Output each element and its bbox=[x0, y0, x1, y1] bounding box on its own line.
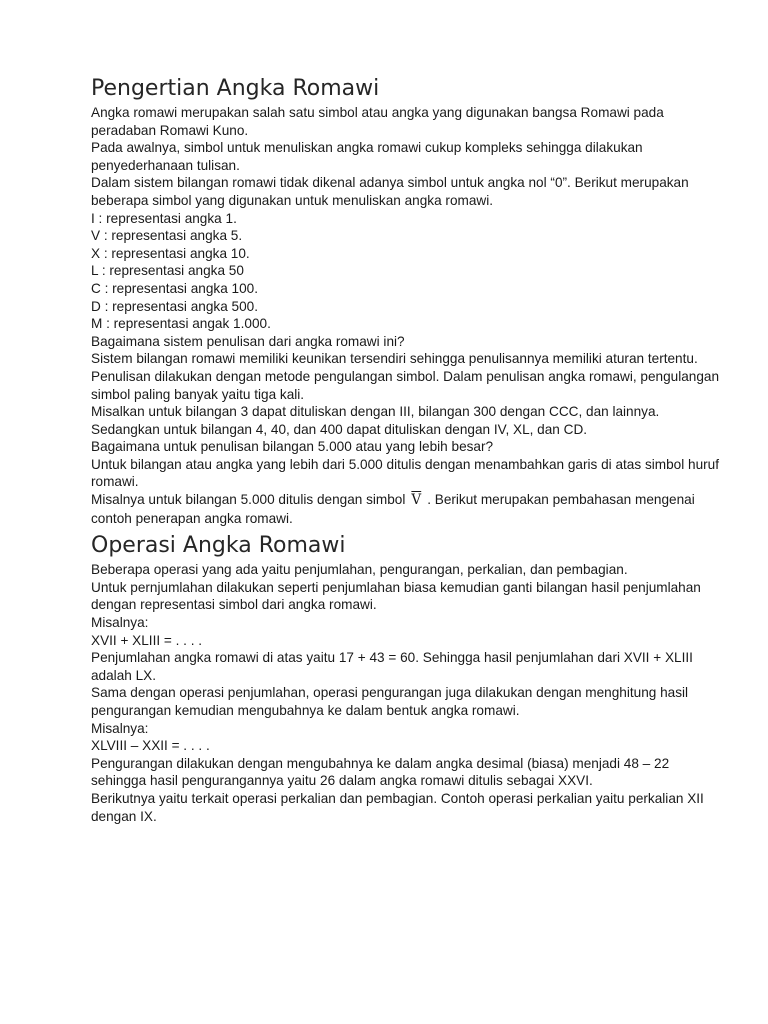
paragraph: Pada awalnya, simbol untuk menuliskan angka romawi cukup kompleks sehingga dilakukan penyederhanaan tulisan. bbox=[91, 140, 643, 173]
paragraph: Sama dengan operasi penjumlahan, operasi pengurangan juga dilakukan dengan menghitung hasil pengurangan kemudian mengubahnya ke dalam bentuk angka romawi. bbox=[91, 685, 689, 718]
paragraph: Penulisan dilakukan dengan metode pengulangan simbol. Dalam penulisan angka romawi, pengulangan simbol paling banyak yaitu tiga kali. bbox=[91, 368, 720, 402]
paragraph: Misalnya: bbox=[91, 720, 149, 736]
paragraph: Untuk bilangan atau angka yang lebih dari 5.000 ditulis dengan menambahkan garis di atas simbol huruf romawi. bbox=[91, 456, 719, 490]
symbol-line-x: X : representasi angka 10. bbox=[91, 245, 250, 261]
paragraph-overlined-v bbox=[91, 491, 728, 527]
section-body-pengertian bbox=[91, 104, 728, 527]
paragraph: Berikutnya yaitu terkait operasi perkalian dan pembagian. Contoh operasi perkalian yaitu perkalian XII dengan IX. bbox=[91, 790, 704, 824]
symbol-line-d: D : representasi angka 500. bbox=[91, 298, 259, 314]
paragraph: Bagaimana sistem penulisan dari angka romawi ini? bbox=[91, 333, 405, 349]
paragraph: Penjumlahan angka romawi di atas yaitu 17 + 43 = 60. Sehingga hasil penjumlahan dari XVII + XLIII adalah LX. bbox=[91, 650, 693, 683]
overlined-v-symbol: $\overline{V}$ bbox=[411, 492, 422, 509]
paragraph: Untuk pernjumlahan dilakukan seperti penjumlahan biasa kemudian ganti bilangan hasil penjumlahan dengan representasi simbol dari angka romawi. bbox=[91, 579, 701, 613]
text-after-symbol: . Berikut merupakan pembahasan mengenai contoh penerapan angka romawi. bbox=[91, 492, 695, 526]
symbol-line-l: L : representasi angka 50 bbox=[91, 263, 244, 279]
section-body-operasi bbox=[91, 561, 728, 825]
paragraph: Misalnya: bbox=[91, 615, 149, 631]
text-before-symbol: Misalnya untuk bilangan 5.000 ditulis dengan simbol bbox=[91, 492, 406, 508]
equation-addition: XVII + XLIII = . . . . bbox=[91, 632, 203, 648]
section-title-pengertian: Pengertian Angka Romawi bbox=[91, 76, 380, 101]
paragraph: Angka romawi merupakan salah satu simbol atau angka yang digunakan bangsa Romawi pada peradaban Romawi Kuno. bbox=[91, 105, 664, 138]
symbol-line-m: M : representasi angak 1.000. bbox=[91, 316, 271, 332]
symbol-line-i: I : representasi angka 1. bbox=[91, 210, 237, 226]
paragraph: Beberapa operasi yang ada yaitu penjumlahan, pengurangan, perkalian, dan pembagian. bbox=[91, 562, 628, 578]
paragraph: Dalam sistem bilangan romawi tidak dikenal adanya simbol untuk angka nol “0”. Berikut merupakan beberapa simbol yang digunakan untuk menuliskan angka romawi. bbox=[91, 175, 689, 208]
section-title-operasi: Operasi Angka Romawi bbox=[91, 533, 346, 559]
equation-subtraction: XLVIII – XXII = . . . . bbox=[91, 738, 210, 754]
symbol-line-c: C : representasi angka 100. bbox=[91, 280, 259, 296]
paragraph: Pengurangan dilakukan dengan mengubahnya ke dalam angka desimal (biasa) menjadi 48 – 22 sehingga hasil pengurangannya yaitu 26 dalam angka romawi ditulis sebagai XXVI. bbox=[91, 755, 670, 789]
paragraph: Misalkan untuk bilangan 3 dapat dituliskan dengan III, bilangan 300 dengan CCC, dan lainnya. Sedangkan untuk bilangan 4, 40, dan 400 dapat dituliskan dengan IV, XL, dan CD. bbox=[91, 404, 660, 437]
symbol-line-v: V : representasi angka 5. bbox=[91, 228, 243, 244]
paragraph: Sistem bilangan romawi memiliki keunikan tersendiri sehingga penulisannya memiliki aturan tertentu. bbox=[91, 351, 698, 367]
paragraph: Bagaimana untuk penulisan bilangan 5.000 atau yang lebih besar? bbox=[91, 439, 494, 455]
